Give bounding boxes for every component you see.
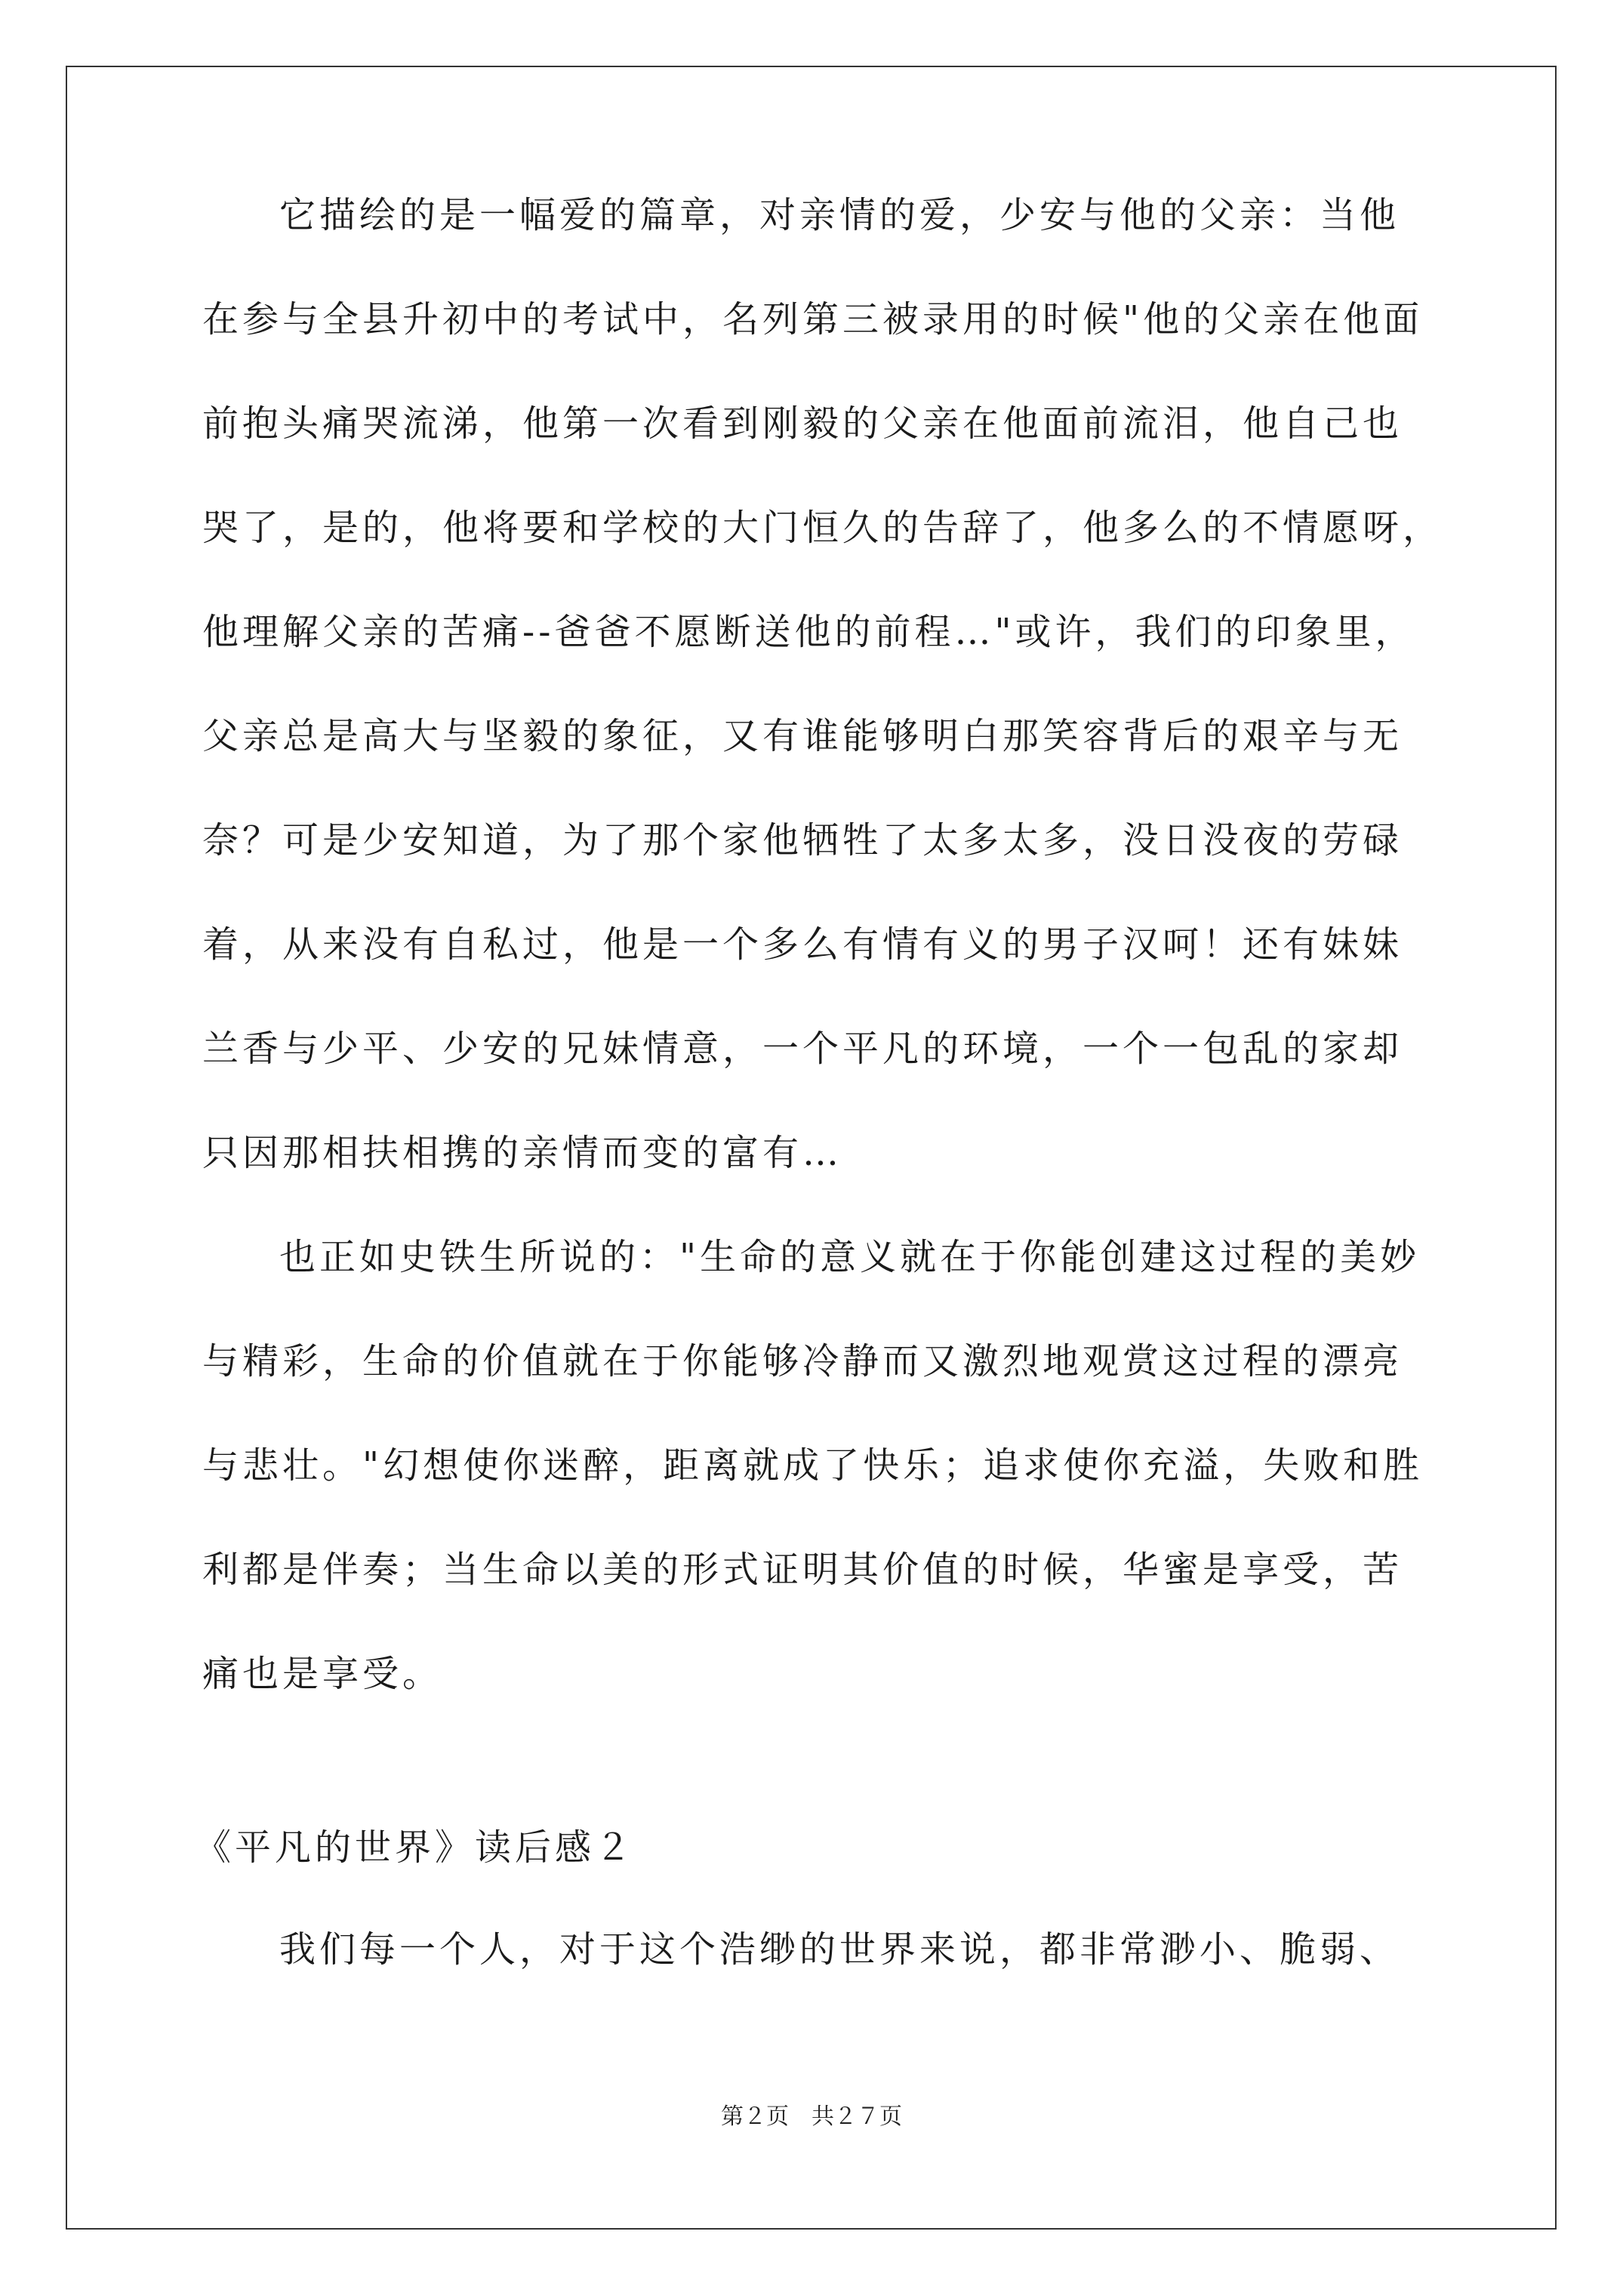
paragraph-1-line: 只因那相扶相携的亲情而变的富有… [202,1132,843,1174]
paragraph-1-line: 兰香与少平、少安的兄妹情意，一个平凡的环境，一个一包乱的家却 [202,1028,1403,1070]
paragraph-1-line: 在参与全县升初中的考试中，名列第三被录用的时候"他的父亲在他面 [202,298,1424,341]
paragraph-1-line: 奈？可是少安知道，为了那个家他牺牲了太多太多，没日没夜的劳碌 [202,819,1403,861]
paragraph-1-line: 哭了，是的，他将要和学校的大门恒久的告辞了，他多么的不情愿呀， [202,507,1443,549]
document-body [202,194,1443,1758]
paragraph-1-line: 它描绘的是一幅爱的篇章，对亲情的爱，少安与他的父亲：当他 [279,194,1400,236]
section-heading: 《平凡的世界》读后感２ [195,1826,636,1869]
paragraph-2-line: 与精彩，生命的价值就在于你能够冷静而又激烈地观赏这过程的漂亮 [202,1340,1403,1382]
paragraph-2-line: 也正如史铁生所说的："生命的意义就在于你能创建这过程的美妙 [279,1236,1421,1278]
paragraph-1-line: 着，从来没有自私过，他是一个多么有情有义的男子汉呵！还有妹妹 [202,923,1403,966]
paragraph-2-line: 痛也是享受。 [202,1653,443,1695]
paragraph-3-line: 我们每一个人，对于这个浩缈的世界来说，都非常渺小、脆弱、 [279,1928,1400,1971]
paragraph-1-line: 前抱头痛哭流涕，他第一次看到刚毅的父亲在他面前流泪，他自己也 [202,402,1403,445]
page-footer: 第２页 共２７页 [721,2103,902,2130]
paragraph-2-line: 与悲壮。"幻想使你迷醉，距离就成了快乐；追求使你充溢，失败和胜 [202,1444,1424,1487]
paragraph-1-line: 父亲总是高大与坚毅的象征，又有谁能够明白那笑容背后的艰辛与无 [202,715,1403,757]
paragraph-2-line: 利都是伴奏；当生命以美的形式证明其价值的时候，华蜜是享受，苦 [202,1549,1403,1591]
paragraph-1-line: 他理解父亲的苦痛--爸爸不愿断送他的前程…"或许，我们的印象里， [202,611,1415,653]
